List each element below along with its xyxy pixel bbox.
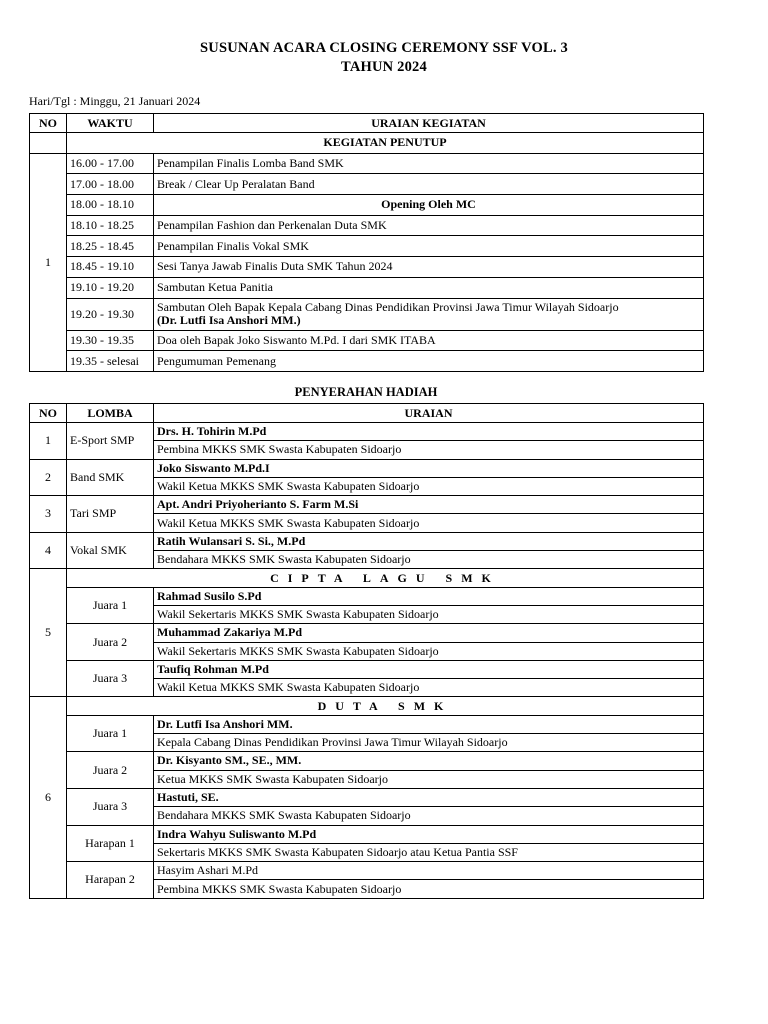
schedule-header-row: [30, 114, 704, 133]
award-role: Wakil Sekertaris MKKS SMK Swasta Kabupaten Sidoarjo: [154, 605, 704, 623]
award-lomba: Vokal SMK: [67, 532, 154, 569]
award-lomba: E-Sport SMP: [67, 423, 154, 460]
award-name: Hasyim Ashari M.Pd: [154, 862, 704, 880]
award-role: Ketua MKKS SMK Swasta Kabupaten Sidoarjo: [154, 770, 704, 788]
award-role: Sekertaris MKKS SMK Swasta Kabupaten Sidoarjo atau Ketua Pantia SSF: [154, 843, 704, 861]
row-desc: [154, 298, 704, 330]
table-row: [30, 351, 704, 372]
row-desc-line2: (Dr. Lutfi Isa Anshori MM.): [157, 313, 301, 327]
duta-heading: DUTA SMK: [67, 697, 704, 715]
header-no: NO: [30, 114, 67, 133]
header-uraian: URAIAN KEGIATAN: [154, 114, 704, 133]
event-date: Hari/Tgl : Minggu, 21 Januari 2024: [29, 94, 201, 108]
schedule-no: 1: [30, 153, 67, 371]
award-role: Wakil Ketua MKKS SMK Swasta Kabupaten Sidoarjo: [154, 477, 704, 495]
table-row: [30, 496, 704, 514]
award-rank: Juara 1: [67, 587, 154, 624]
award-rank: Juara 1: [67, 715, 154, 752]
schedule-table: [29, 113, 704, 372]
award-role: Bendahara MKKS SMK Swasta Kabupaten Sidoarjo: [154, 551, 704, 569]
header-uraian: URAIAN: [154, 404, 704, 423]
section-blank: [30, 133, 67, 154]
award-name: Muhammad Zakariya M.Pd: [154, 624, 704, 642]
table-row: [30, 257, 704, 278]
awards-table: [29, 403, 704, 899]
table-row: [30, 174, 704, 195]
awards-title: PENYERAHAN HADIAH: [294, 385, 438, 399]
table-row: [30, 788, 704, 806]
row-desc: Sesi Tanya Jawab Finalis Duta SMK Tahun 2024: [154, 257, 704, 278]
award-name: Dr. Lutfi Isa Anshori MM.: [154, 715, 704, 733]
award-role: Pembina MKKS SMK Swasta Kabupaten Sidoarjo: [154, 880, 704, 898]
row-time: 18.10 - 18.25: [67, 215, 154, 236]
award-role: Wakil Sekertaris MKKS SMK Swasta Kabupaten Sidoarjo: [154, 642, 704, 660]
table-row: [30, 825, 704, 843]
award-name: Taufiq Rohman M.Pd: [154, 660, 704, 678]
header-waktu: WAKTU: [67, 114, 154, 133]
award-no: 1: [30, 423, 67, 460]
row-time: 19.20 - 19.30: [67, 298, 154, 330]
document-title: SUSUNAN ACARA CLOSING CEREMONY SSF VOL. 3: [200, 40, 568, 56]
table-row: [30, 298, 704, 330]
award-name: Ratih Wulansari S. Si., M.Pd: [154, 532, 704, 550]
award-no: 5: [30, 569, 67, 697]
award-name: Apt. Andri Priyoherianto S. Farm M.Si: [154, 496, 704, 514]
table-row: [30, 624, 704, 642]
award-role: Kepala Cabang Dinas Pendidikan Provinsi Jawa Timur Wilayah Sidoarjo: [154, 734, 704, 752]
award-role: Bendahara MKKS SMK Swasta Kabupaten Sidoarjo: [154, 807, 704, 825]
award-name: Hastuti, SE.: [154, 788, 704, 806]
award-name: Indra Wahyu Suliswanto M.Pd: [154, 825, 704, 843]
award-lomba: Band SMK: [67, 459, 154, 496]
table-row: [30, 752, 704, 770]
award-name: Drs. H. Tohirin M.Pd: [154, 423, 704, 441]
award-role: Wakil Ketua MKKS SMK Swasta Kabupaten Sidoarjo: [154, 679, 704, 697]
row-desc: Break / Clear Up Peralatan Band: [154, 174, 704, 195]
row-time: 19.35 - selesai: [67, 351, 154, 372]
table-row: [30, 423, 704, 441]
row-time: 18.45 - 19.10: [67, 257, 154, 278]
award-role: Pembina MKKS SMK Swasta Kabupaten Sidoarjo: [154, 441, 704, 459]
row-time: 17.00 - 18.00: [67, 174, 154, 195]
row-desc: Opening Oleh MC: [154, 195, 704, 216]
cipta-heading: CIPTA LAGU SMK: [67, 569, 704, 587]
award-rank: Juara 3: [67, 788, 154, 825]
award-name: Rahmad Susilo S.Pd: [154, 587, 704, 605]
row-time: 18.00 - 18.10: [67, 195, 154, 216]
row-time: 19.30 - 19.35: [67, 330, 154, 351]
award-rank: Juara 3: [67, 660, 154, 697]
row-desc: Penampilan Fashion dan Perkenalan Duta SMK: [154, 215, 704, 236]
table-row: [30, 236, 704, 257]
row-time: 19.10 - 19.20: [67, 277, 154, 298]
award-name: Joko Siswanto M.Pd.I: [154, 459, 704, 477]
awards-header-row: [30, 404, 704, 423]
row-desc: Pengumuman Pemenang: [154, 351, 704, 372]
table-row: [30, 195, 704, 216]
table-row: [30, 715, 704, 733]
award-no: 4: [30, 532, 67, 569]
section-title: KEGIATAN PENUTUP: [67, 133, 704, 154]
row-desc: Penampilan Finalis Vokal SMK: [154, 236, 704, 257]
table-row: [30, 459, 704, 477]
table-row: [30, 569, 704, 587]
table-row: [30, 660, 704, 678]
table-row: [30, 215, 704, 236]
award-name: Dr. Kisyanto SM., SE., MM.: [154, 752, 704, 770]
award-rank: Juara 2: [67, 624, 154, 661]
row-desc-line1: Sambutan Oleh Bapak Kepala Cabang Dinas Pendidikan Provinsi Jawa Timur Wilayah Sidoarjo: [157, 300, 619, 314]
schedule-section-row: [30, 133, 704, 154]
table-row: [30, 277, 704, 298]
award-rank: Harapan 2: [67, 862, 154, 899]
header-lomba: LOMBA: [67, 404, 154, 423]
award-no: 6: [30, 697, 67, 898]
award-rank: Juara 2: [67, 752, 154, 789]
award-rank: Harapan 1: [67, 825, 154, 862]
award-lomba: Tari SMP: [67, 496, 154, 533]
table-row: [30, 532, 704, 550]
document-subtitle: TAHUN 2024: [341, 59, 427, 75]
row-desc: Doa oleh Bapak Joko Siswanto M.Pd. I dari SMK ITABA: [154, 330, 704, 351]
row-desc: Sambutan Ketua Panitia: [154, 277, 704, 298]
award-role: Wakil Ketua MKKS SMK Swasta Kabupaten Sidoarjo: [154, 514, 704, 532]
row-desc: Penampilan Finalis Lomba Band SMK: [154, 153, 704, 174]
table-row: [30, 862, 704, 880]
row-time: 16.00 - 17.00: [67, 153, 154, 174]
award-no: 3: [30, 496, 67, 533]
header-no: NO: [30, 404, 67, 423]
table-row: [30, 587, 704, 605]
table-row: [30, 153, 704, 174]
table-row: [30, 330, 704, 351]
row-time: 18.25 - 18.45: [67, 236, 154, 257]
table-row: [30, 697, 704, 715]
award-no: 2: [30, 459, 67, 496]
